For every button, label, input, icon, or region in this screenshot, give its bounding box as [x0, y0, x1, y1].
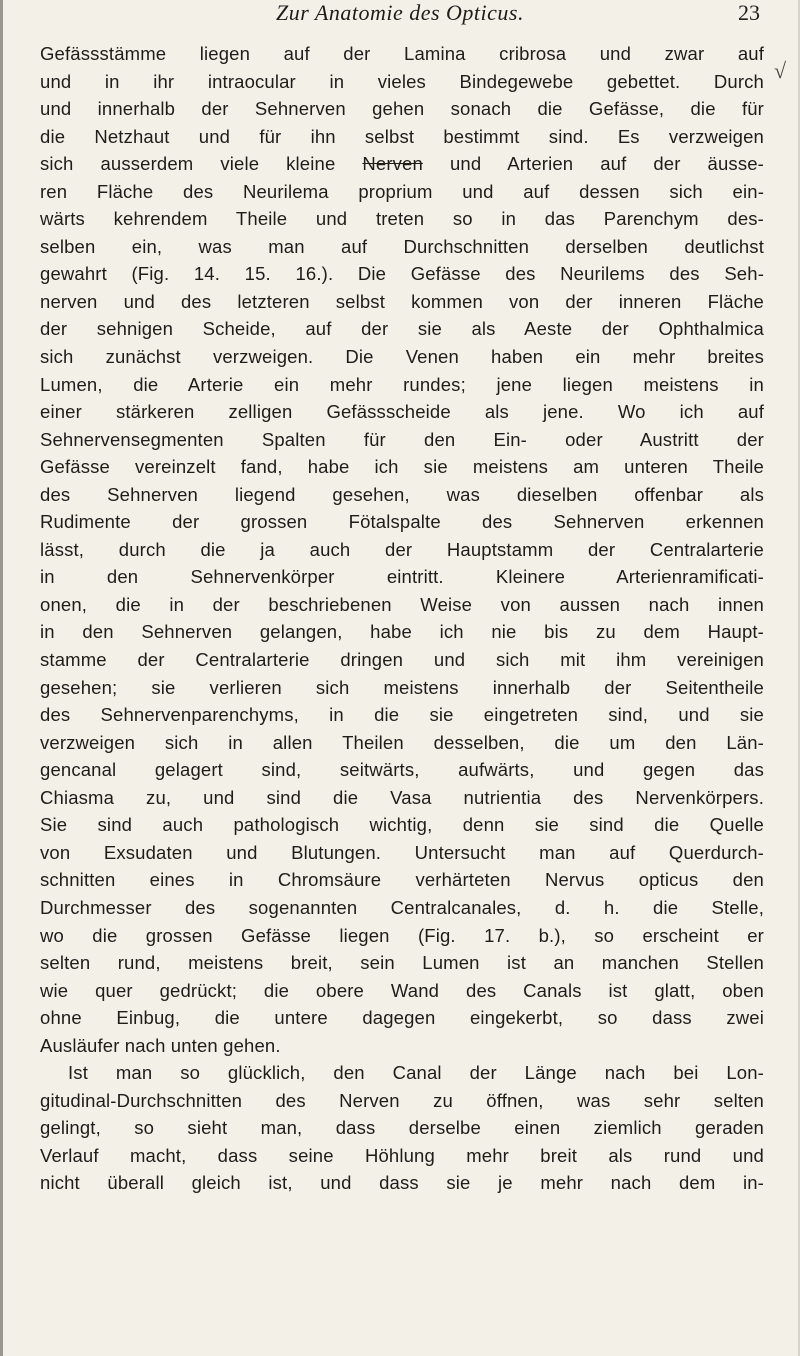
struck-word: Nerven	[362, 153, 423, 175]
text-line: Durchmesser des sogenannten Centralcanales, d. h. die Stelle,	[40, 896, 764, 918]
paragraph-start-line: Ist man so glücklich, den Canal der Länge nach bei Lon-	[68, 1062, 764, 1084]
text-line: Sehnervensegmenten Spalten für den Ein- oder Austritt der	[40, 428, 764, 450]
text-line: Gefässstämme liegen auf der Lamina cribrosa und zwar auf	[40, 43, 764, 64]
text-line: von Exsudaten und Blutungen. Untersucht man auf Querdurch-	[40, 841, 764, 863]
margin-annotation: √	[774, 58, 787, 83]
text-line: der sehnigen Scheide, auf der sie als Aeste der Ophthalmica	[40, 318, 764, 340]
text-line: Chiasma zu, und sind die Vasa nutrientia des Nervenkörpers.	[40, 786, 764, 808]
text-line: und in ihr intraocular in vieles Bindegewebe gebettet. Durch	[40, 70, 764, 92]
text-line: gencanal gelagert sind, seitwärts, aufwärts, und gegen das	[40, 759, 764, 781]
paragraph-end-line: Ausläufer nach unten gehen.	[40, 1034, 281, 1056]
text-line: selten rund, meistens breit, sein Lumen ist an manchen Stellen	[40, 952, 764, 974]
text-line: Rudimente der grossen Fötalspalte des Sehnerven erkennen	[40, 511, 764, 533]
text-fragment: und Arterien auf der äusse-	[449, 153, 764, 175]
text-line: wie quer gedrückt; die obere Wand des Canals ist glatt, oben	[40, 979, 764, 1001]
text-line: Gefässe vereinzelt fand, habe ich sie meistens am unteren Theile	[40, 456, 764, 478]
text-line: Verlauf macht, dass seine Höhlung mehr breit als rund und	[40, 1144, 764, 1166]
text-line: selben ein, was man auf Durchschnitten derselben deutlichst	[40, 235, 764, 257]
text-line: wo die grossen Gefässe liegen (Fig. 17. b.), so erscheint er	[40, 924, 764, 946]
text-line: gelingt, so sieht man, dass derselbe einen ziemlich geraden	[40, 1117, 764, 1139]
text-line: Lumen, die Arterie ein mehr rundes; jene liegen meistens in	[40, 373, 764, 395]
page-header	[0, 0, 800, 34]
text-line: in den Sehnervenkörper eintritt. Kleinere Arterienramificati-	[40, 566, 764, 588]
running-title: Zur Anatomie des Opticus.	[276, 0, 524, 25]
text-line: ren Fläche des Neurilema proprium und auf dessen sich ein-	[40, 180, 764, 202]
page-number: 23	[738, 0, 760, 25]
text-line: Sie sind auch pathologisch wichtig, denn sie sind die Quelle	[40, 814, 764, 836]
text-line: nerven und des letzteren selbst kommen von der inneren Fläche	[40, 290, 764, 312]
text-line: ohne Einbug, die untere dagegen eingekerbt, so dass zwei	[40, 1007, 764, 1029]
text-line: schnitten eines in Chromsäure verhärteten Nervus opticus den	[40, 869, 764, 891]
text-line: nicht überall gleich ist, und dass sie je mehr nach dem in-	[40, 1172, 764, 1194]
text-line: des Sehnervenparenchyms, in die sie eingetreten sind, und sie	[40, 704, 764, 726]
text-line: gitudinal-Durchschnitten des Nerven zu öffnen, was sehr selten	[40, 1089, 764, 1111]
text-line: und innerhalb der Sehnerven gehen sonach die Gefässe, die für	[40, 98, 764, 120]
text-line-with-strikeout	[40, 150, 764, 178]
text-line: die Netzhaut und für ihn selbst bestimmt sind. Es verzweigen	[40, 125, 764, 147]
text-line: wärts kehrendem Theile und treten so in das Parenchym des-	[40, 208, 764, 230]
text-line: des Sehnerven liegend gesehen, was dieselben offenbar als	[40, 483, 764, 505]
text-line: stamme der Centralarterie dringen und sich mit ihm vereinigen	[40, 649, 764, 671]
page-binding-edge	[0, 0, 3, 1356]
text-line: lässt, durch die ja auch der Hauptstamm der Centralarterie	[40, 538, 764, 560]
body-text	[40, 40, 764, 1197]
text-line: einer stärkeren zelligen Gefässscheide als jene. Wo ich auf	[40, 401, 764, 423]
text-line: sich zunächst verzweigen. Die Venen haben ein mehr breites	[40, 346, 764, 368]
text-line: in den Sehnerven gelangen, habe ich nie bis zu dem Haupt-	[40, 621, 764, 643]
text-line: gewahrt (Fig. 14. 15. 16.). Die Gefässe des Neurilems des Seh-	[40, 263, 764, 285]
text-fragment: sich ausserdem viele kleine	[40, 153, 336, 175]
text-line: onen, die in der beschriebenen Weise von aussen nach innen	[40, 593, 764, 615]
text-line: verzweigen sich in allen Theilen desselben, die um den Län-	[40, 731, 764, 753]
text-line: gesehen; sie verlieren sich meistens innerhalb der Seitentheile	[40, 676, 764, 698]
